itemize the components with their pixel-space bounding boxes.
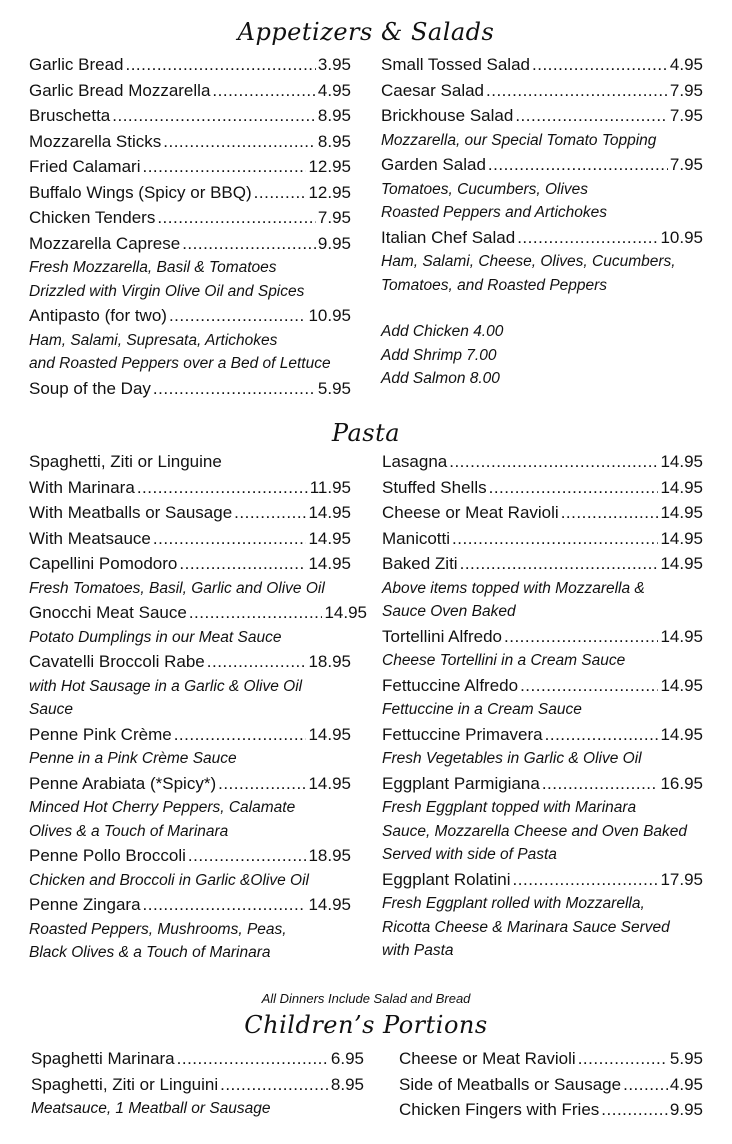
menu-item-name: Antipasto (for two) [29, 306, 167, 325]
menu-item-name: Fried Calamari [29, 157, 141, 176]
menu-item [29, 843, 351, 869]
menu-item [382, 475, 703, 501]
dot-leader [177, 1046, 329, 1072]
menu-item-description: with Hot Sausage in a Garlic & Olive Oil [29, 677, 303, 695]
appetizers-left-column [29, 52, 351, 401]
menu-item-name: Cheese or Meat Ravioli [399, 1049, 576, 1068]
dot-leader [212, 78, 316, 104]
dot-leader [112, 103, 316, 129]
menu-item-price: 14.95 [308, 724, 351, 744]
menu-item-name: Penne Arabiata (*Spicy*) [29, 773, 217, 793]
menu-item [29, 551, 351, 577]
menu-item-description: with Pasta [382, 942, 454, 959]
menu-item-price: 14.95 [308, 503, 351, 522]
dinner-note: All Dinners Include Salad and Bread [261, 991, 471, 1006]
menu-item-name: Manicotti [382, 528, 451, 548]
menu-item-name: Garden Salad [381, 155, 486, 174]
menu-item-name: Mozzarella Caprese [29, 233, 181, 253]
menu-item [29, 78, 351, 104]
dot-leader [143, 892, 307, 918]
menu-item-description: Sauce, Mozzarella Cheese and Oven Baked [382, 822, 688, 840]
menu-item-price: 4.95 [669, 55, 703, 74]
menu-item-name: Fettuccine Primavera [382, 724, 543, 744]
menu-item [399, 1097, 703, 1123]
menu-item-name: Spaghetti Marinara [31, 1049, 175, 1068]
menu-item-name: Side of Meatballs or Sausage [399, 1074, 622, 1094]
menu-item-price: 5.95 [317, 378, 351, 398]
menu-item [29, 600, 367, 626]
menu-item-name: Chicken Fingers with Fries [399, 1100, 600, 1119]
dot-leader [218, 771, 306, 797]
menu-item-price: 14.95 [308, 895, 351, 914]
menu-item [382, 722, 703, 748]
dot-leader [188, 843, 307, 869]
menu-item-price: 14.95 [660, 724, 703, 744]
menu-item [29, 180, 351, 206]
menu-item-name: Baked Ziti [382, 554, 458, 573]
menu-item-description: Fresh Eggplant rolled with Mozzarella, [382, 895, 645, 912]
menu-item [29, 449, 351, 475]
menu-item-price: 14.95 [308, 554, 351, 573]
menu-item-description: Mozzarella, our Special Tomato Topping [381, 131, 657, 149]
menu-item-description: Cheese Tortellini in a Cream Sauce [382, 652, 626, 669]
menu-item-price: 10.95 [308, 306, 351, 325]
dot-leader [545, 722, 659, 748]
menu-item-description: Tomatoes, Cucumbers, Olives [381, 180, 589, 198]
menu-item-name: Mozzarella Sticks [29, 131, 162, 151]
menu-item [29, 154, 351, 180]
menu-item [29, 231, 351, 257]
dot-leader [182, 231, 316, 257]
menu-item [382, 526, 703, 552]
dot-leader [207, 649, 307, 675]
menu-item [29, 892, 351, 918]
menu-item-name: With Meatballs or Sausage [29, 503, 233, 522]
menu-item-name: Penne Zingara [29, 895, 141, 914]
menu-item-description: Ricotta Cheese & Marinara Sauce Served [382, 918, 670, 936]
menu-item-price: 7.95 [317, 208, 351, 227]
menu-item [382, 551, 703, 577]
pasta-left-column [29, 449, 367, 965]
menu-item [29, 500, 351, 526]
pasta-heading: Pasta [331, 419, 401, 447]
appetizers-heading: Appetizers & Salads [237, 18, 495, 46]
menu-item [31, 1072, 364, 1098]
menu-item-name: Gnocchi Meat Sauce [29, 603, 187, 622]
menu-item [29, 205, 351, 231]
dot-leader [163, 129, 316, 155]
menu-item-description: Roasted Peppers, Mushrooms, Peas, [29, 920, 287, 938]
menu-item-price: 14.95 [660, 554, 703, 573]
menu-item-name: Cavatelli Broccoli Rabe [29, 652, 205, 671]
menu-item [381, 103, 703, 129]
menu-item-price: 14.95 [660, 503, 703, 522]
menu-item-name: Spaghetti, Ziti or Linguine [29, 452, 222, 471]
menu-item-description: Roasted Peppers and Artichokes [381, 204, 608, 221]
menu-item-description: and Roasted Peppers over a Bed of Lettuce [29, 355, 331, 372]
dot-leader [157, 205, 316, 231]
dot-leader [561, 500, 659, 526]
menu-item-price: 10.95 [660, 227, 703, 247]
menu-item-description: Penne in a Pink Crème Sauce [29, 750, 237, 767]
menu-item-description: Above items topped with Mozzarella & [382, 579, 645, 597]
pasta-right-column [382, 449, 703, 963]
menu-item-name: Fettuccine Alfredo [382, 675, 519, 695]
menu-item-description: Olives & a Touch of Marinara [29, 822, 229, 840]
spacer [381, 297, 703, 320]
dot-leader [174, 722, 307, 748]
menu-item-name: Garlic Bread [29, 55, 124, 74]
menu-item-price: 16.95 [660, 773, 703, 793]
menu-item-name: Stuffed Shells [382, 477, 487, 497]
menu-item-price: 14.95 [308, 528, 351, 548]
menu-item-price: 8.95 [330, 1074, 364, 1094]
menu-item-description: Ham, Salami, Cheese, Olives, Cucumbers, [381, 253, 676, 270]
menu-item-price: 17.95 [660, 869, 703, 889]
menu-item [382, 867, 703, 893]
menu-item-description: Fresh Tomatoes, Basil, Garlic and Olive Oil [29, 579, 325, 597]
children-heading: Children’s Portions [244, 1011, 488, 1039]
menu-item [29, 526, 351, 552]
menu-item [399, 1046, 703, 1072]
dot-leader [153, 376, 316, 402]
menu-item-price: 12.95 [308, 157, 351, 176]
dot-leader [179, 551, 306, 577]
menu-item-name: Buffalo Wings (Spicy or BBQ) [29, 182, 252, 202]
dot-leader [532, 52, 668, 78]
menu-item-name: Italian Chef Salad [381, 227, 516, 247]
menu-item-description: Fettuccine in a Cream Sauce [382, 701, 582, 718]
menu-item-description: Add Shrimp 7.00 [381, 346, 497, 364]
menu-item [29, 475, 351, 501]
dot-leader [254, 180, 307, 206]
menu-item-description: Chicken and Broccoli in Garlic &Olive Oil [29, 871, 309, 889]
menu-item [381, 52, 703, 78]
menu-item-name: Chicken Tenders [29, 208, 156, 227]
dot-leader [153, 526, 307, 552]
menu-item-price: 8.95 [317, 131, 351, 151]
menu-item-description: Potato Dumplings in our Meat Sauce [29, 628, 282, 646]
menu-item-name: Penne Pink Crème [29, 724, 172, 744]
menu-item [29, 52, 351, 78]
menu-item-price: 14.95 [660, 626, 703, 646]
dot-leader [234, 500, 306, 526]
dot-leader [460, 551, 659, 577]
dot-leader [542, 771, 659, 797]
menu-item-description: Add Chicken 4.00 [381, 323, 504, 340]
menu-item-name: Tortellini Alfredo [382, 626, 503, 646]
menu-item [382, 449, 703, 475]
menu-item-description: Minced Hot Cherry Peppers, Calamate [29, 799, 296, 816]
menu-item-name: Cheese or Meat Ravioli [382, 503, 559, 522]
menu-item-price: 9.95 [317, 233, 351, 253]
menu-item-name: Lasagna [382, 452, 448, 471]
menu-item-description: Sauce Oven Baked [382, 603, 516, 620]
menu-item-name: Capellini Pomodoro [29, 554, 178, 573]
dot-leader [515, 103, 668, 129]
children-left-column [31, 1046, 364, 1121]
menu-item [29, 103, 351, 129]
dot-leader [169, 303, 307, 329]
menu-item-price: 7.95 [669, 155, 703, 174]
menu-item [382, 771, 703, 797]
menu-item-price: 14.95 [660, 675, 703, 695]
dot-leader [520, 673, 658, 699]
menu-item-price: 14.95 [660, 477, 703, 497]
menu-item-price: 14.95 [308, 773, 351, 793]
menu-item-name: With Marinara [29, 477, 135, 497]
menu-item [381, 225, 703, 251]
dot-leader [137, 475, 308, 501]
dot-leader [578, 1046, 668, 1072]
menu-item-price: 4.95 [669, 1074, 703, 1094]
menu-item [399, 1072, 703, 1098]
dot-leader [513, 867, 659, 893]
menu-item [29, 303, 351, 329]
menu-item-name: Brickhouse Salad [381, 106, 514, 125]
menu-item-description: Sauce [29, 701, 73, 718]
menu-item [382, 624, 703, 650]
dot-leader [452, 526, 658, 552]
menu-item-name: Soup of the Day [29, 378, 151, 398]
menu-item-price: 14.95 [660, 452, 703, 471]
menu-item [31, 1046, 364, 1072]
menu-item-price: 14.95 [324, 603, 367, 622]
menu-item-name: With Meatsauce [29, 528, 151, 548]
appetizers-right-column [381, 52, 703, 391]
menu-item-description: Tomatoes, and Roasted Peppers [381, 276, 608, 294]
menu-item-description: Black Olives & a Touch of Marinara [29, 944, 271, 961]
dot-leader [488, 152, 668, 178]
menu-item-price: 14.95 [660, 528, 703, 548]
menu-item-price: 18.95 [308, 846, 351, 865]
menu-item-description: Ham, Salami, Supresata, Artichokes [29, 331, 278, 349]
menu-item-price: 18.95 [308, 652, 351, 671]
menu-item-description: Fresh Eggplant topped with Marinara [382, 799, 637, 816]
menu-item-name: Caesar Salad [381, 80, 485, 100]
menu-item-price: 7.95 [669, 106, 703, 125]
menu-item-price: 11.95 [309, 477, 351, 497]
menu-item [382, 500, 703, 526]
menu-item-price: 6.95 [330, 1049, 364, 1068]
dot-leader [486, 78, 668, 104]
menu-item-name: Bruschetta [29, 106, 111, 125]
dot-leader [504, 624, 658, 650]
menu-item-price: 4.95 [317, 80, 351, 100]
menu-item-description: Add Salmon 8.00 [381, 370, 500, 387]
menu-item [381, 78, 703, 104]
menu-item [29, 129, 351, 155]
menu-item-price: 12.95 [308, 182, 351, 202]
menu-item-description: Served with side of Pasta [382, 846, 557, 863]
menu-item [29, 722, 351, 748]
menu-item-price: 3.95 [317, 55, 351, 74]
menu-item-name: Penne Pollo Broccoli [29, 846, 186, 865]
menu-item-description: Meatsauce, 1 Meatball or Sausage [31, 1100, 271, 1117]
dot-leader [189, 600, 323, 626]
menu-item [29, 771, 351, 797]
menu-item-description: Drizzled with Virgin Olive Oil and Spices [29, 282, 305, 300]
dot-leader [623, 1072, 668, 1098]
dot-leader [142, 154, 306, 180]
menu-item-description: Fresh Mozzarella, Basil & Tomatoes [29, 259, 277, 276]
children-right-column [399, 1046, 703, 1123]
menu-item-description: Fresh Vegetables in Garlic & Olive Oil [382, 750, 642, 767]
dot-leader [125, 52, 315, 78]
menu-item [29, 376, 351, 402]
menu-item-name: Small Tossed Salad [381, 55, 530, 74]
menu-item-name: Eggplant Parmigiana [382, 773, 540, 793]
menu-item-price: 9.95 [669, 1100, 703, 1119]
menu-item-price: 8.95 [317, 106, 351, 125]
menu-item [382, 673, 703, 699]
dot-leader [601, 1097, 668, 1123]
dot-leader [449, 449, 658, 475]
dot-leader [220, 1072, 329, 1098]
dot-leader [517, 225, 658, 251]
menu-item-name: Spaghetti, Ziti or Linguini [31, 1074, 219, 1094]
menu-item [381, 152, 703, 178]
menu-item-price: 5.95 [669, 1049, 703, 1068]
dot-leader [489, 475, 659, 501]
menu-item-name: Garlic Bread Mozzarella [29, 80, 211, 100]
menu-item-price: 7.95 [669, 80, 703, 100]
menu-item-name: Eggplant Rolatini [382, 869, 511, 889]
menu-item [29, 649, 351, 675]
